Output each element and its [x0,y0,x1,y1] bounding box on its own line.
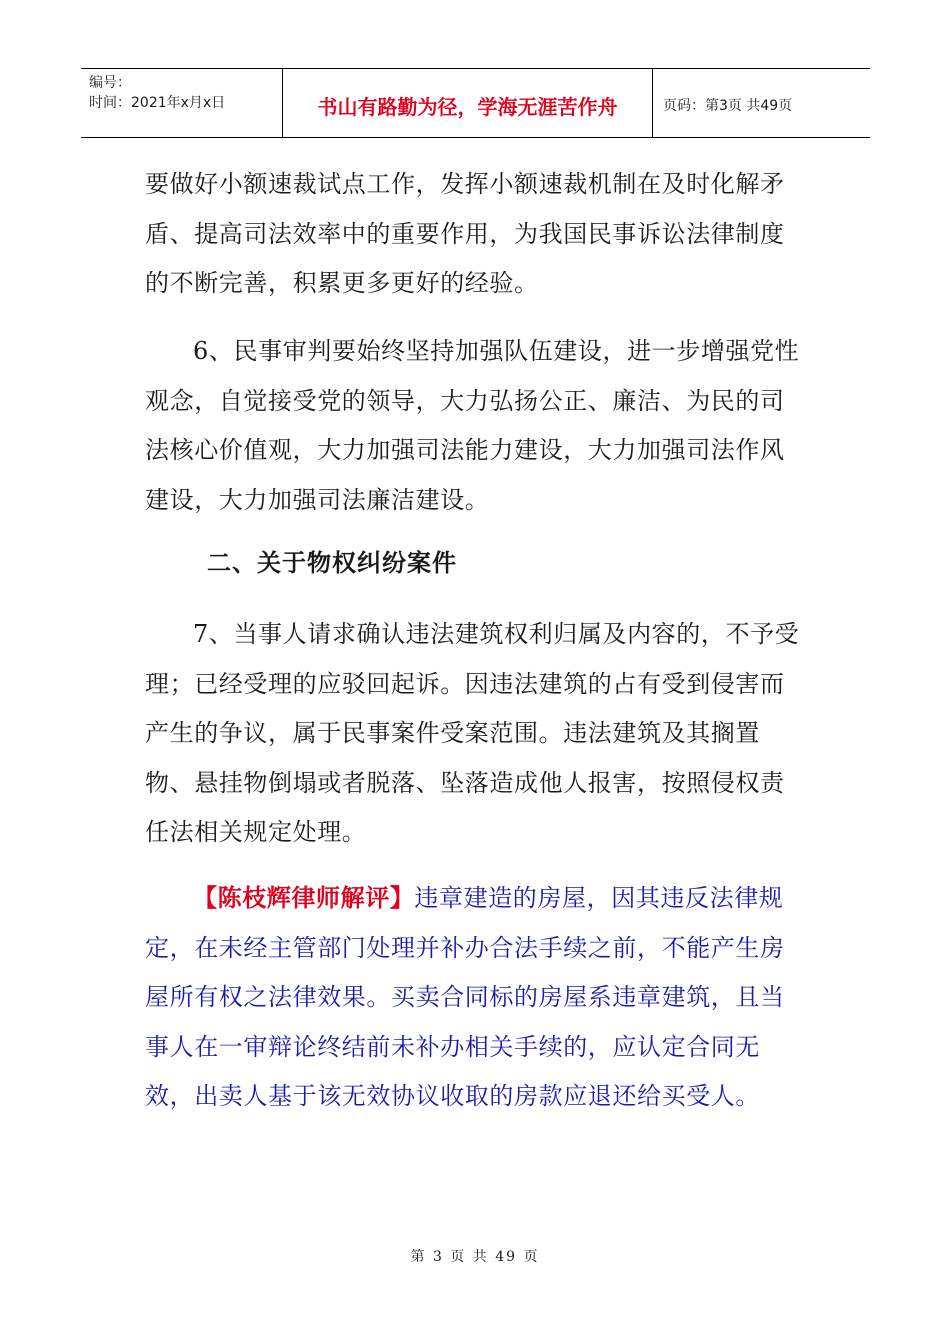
time-label: 时间：2021年x月x日 [89,95,226,111]
paragraph-2: 6、民事审判要始终坚持加强队伍建设，进一步增强党性观念，自觉接受党的领导，大力弘扬公正、廉洁、为民的司法核心价值观，大力加强司法能力建设，大力加强司法作风建设，大力加强司法廉洁建设。 [145,337,800,514]
header-page-info: 页码：第3页 共49页 [663,98,793,114]
page-header [81,68,870,138]
comment-text: 违章建造的房屋，因其违反法律规定，在未经主管部门处理并补办合法手续之前，不能产生房屋所有权之法律效果。买卖合同标的房屋系违章建筑，且当事人在一审辩论终结前未补办相关手续的，应认定合同无效，出卖人基于该无效协议收取的房款应退还给买受人。 [145,884,785,1110]
number-label: 编号： [89,75,131,91]
section-heading: 二、关于物权纠纷案件 [207,549,457,577]
comment-label: 【陈枝辉律师解评】 [193,884,415,912]
header-meta [81,69,282,137]
lawyer-comment [145,874,805,1122]
header-motto: 书山有路勤为径，学海无涯苦作舟 [282,69,653,137]
paragraph-3: 7、当事人请求确认违法建筑权利归属及内容的，不予受理；已经受理的应驳回起诉。因违法建筑的占有受到侵害而产生的争议，属于民事案件受案范围。违法建筑及其搁置物、悬挂物倒塌或者脱落、坠落造成他人报害，按照侵权责任法相关规定处理。 [145,620,800,846]
page-footer: 第 3 页 共 49 页 [410,1249,540,1265]
paragraph-1: 要做好小额速裁试点工作，发挥小额速裁机制在及时化解矛盾、提高司法效率中的重要作用，为我国民事诉讼法律制度的不断完善，积累更多更好的经验。 [145,170,785,297]
